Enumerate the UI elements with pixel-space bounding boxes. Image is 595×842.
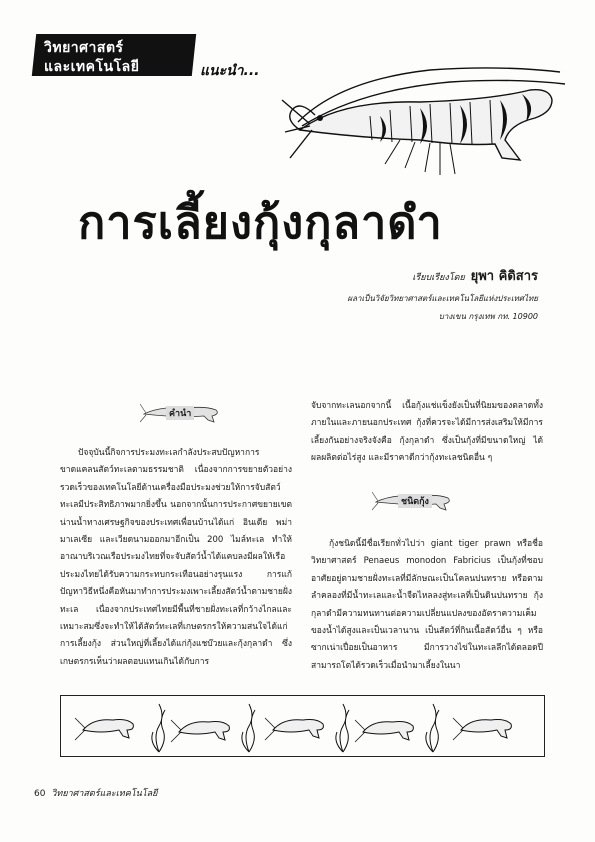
decorative-band: [60, 695, 545, 757]
publication-name: วิทยาศาสตร์และเทคโนโลยี: [51, 789, 158, 799]
body-column-left: [60, 445, 292, 671]
page-footer: [34, 786, 157, 800]
section-tag-line2: และเทคโนโลยี: [44, 59, 140, 75]
section-tag-suffix: แนะนำ...: [200, 63, 260, 79]
species-heading: [372, 488, 456, 512]
intro-paragraph: ปัจจุบันนี้กิจการประมงทะเลกำลังประสบปัญหาการขาดแคลนสัตว์ทะเลตามธรรมชาติ เนื่องจากการขยายตัวอย่างรวดเร็วของเทคโนโลยีด้านเครื่องมือประมงช่วยให้การจับสัตว์ทะเลมีประสิทธิภาพมากยิ่งขึ้น นอกจากนั้นการประกาศขยายเขตน่านน้ำทางเศรษฐกิจของประเทศเพื่อนบ้านได้แก่ อินเดีย พม่า มาเลเซีย และเวียดนามออกมาอีกเป็น 200 ไมล์ทะเล ทำให้อาณาบริเวณเรือประมงไทยที่จะจับสัตว์น้ำได้แคบลงมีผลให้เรือประมงไทยได้รับความกระทบกระเทือนอย่างรุนแรง การแก้ปัญหาวิธีหนึ่งคือหันมาทำการประมงเพาะเลี้ยงสัตว์น้ำตามชายฝั่งทะเล เนื่องจากประเทศไทยมีพื้นที่ชายฝั่งทะเลที่กว้างไกลและเหมาะสมซึ่งจะทำให้ได้สัตว์ทะเลที่เกษตรกรให้ความสนใจได้แก่การเลี้ยงกุ้ง ส่วนใหญ่ที่เลี้ยงได้แก่กุ้งแชบ๊วยและกุ้งกุลาดำ ซึ่งเกษตรกรเห็นว่าผลตอบแทนเกินได้กับการ: [60, 448, 292, 667]
body-column-right-top: [311, 398, 543, 468]
section-tag: [34, 34, 194, 80]
intro-heading-label: คำนำ: [166, 406, 194, 420]
byline: [412, 265, 538, 286]
section-tag-line1: วิทยาศาสตร์: [44, 40, 124, 56]
byline-prefix: เรียบเรียงโดย: [412, 273, 465, 283]
author-name: ยุพา คิดิสาร: [470, 269, 538, 284]
shrimp-illustration: [280, 60, 570, 180]
affiliation-line1: ผลาเป็นวิจัยวิทยาศาสตร์และเทคโนโลยีแห่งประเทศไทย: [347, 294, 538, 303]
body-column-right-bottom: [311, 536, 543, 675]
article-title: การเลี้ยงกุ้งกุลาดำ: [78, 196, 443, 249]
intro-heading: [140, 400, 224, 424]
species-heading-label: ชนิดกุ้ง: [398, 494, 432, 508]
continuation-paragraph: จับจากทะเลนอกจากนี้ เนื้อกุ้งแช่แข็งยังเป็นที่นิยมของตลาดทั้งภายในและภายนอกประเทศ กุ้งที่ควรจะได้มีการส่งเสริมให้มีการเลี้ยงกันอย่างจริงจังคือ กุ้งกุลาดำ ซึ่งเป็นกุ้งที่มีขนาดใหญ่ ได้ผลผลิตต่อไร่สูง และมีราคาดีกว่ากุ้งทะเลชนิดอื่น ๆ: [311, 401, 543, 464]
species-paragraph: กุ้งชนิดนี้มีชื่อเรียกทั่วไปว่า giant tiger prawn หรือชื่อวิทยาศาสตร์ Penaeus monodon Fabricius เป็นกุ้งที่ชอบอาศัยอยู่ตามชายฝั่งทะเลที่มีลักษณะเป็นโคลนปนทราย หรือตามลำคลองที่มีน้ำทะเลและน้ำจืดไหลลงสู่ทะเลที่เป็นดินปนทราย กุ้งกุลาดำมีความทนทานต่อความเปลี่ยนแปลงของอัตราความเค็มของน้ำได้สูงและเป็นเวลานาน เป็นสัตว์ที่กินเนื้อสัตว์อื่น ๆ หรือซากเน่าเปื่อยเป็นอาหาร มีการวางไข่ในทะเลลึกได้ตลอดปี สามารถโตได้รวดเร็วเมื่อนำมาเลี้ยงในนา: [311, 539, 543, 671]
affiliation-line2: บางเขน กรุงเทพ กท. 10900: [438, 312, 538, 321]
shrimp-seaweed-border-illustration: [61, 696, 544, 756]
page-number: 60: [34, 789, 46, 799]
